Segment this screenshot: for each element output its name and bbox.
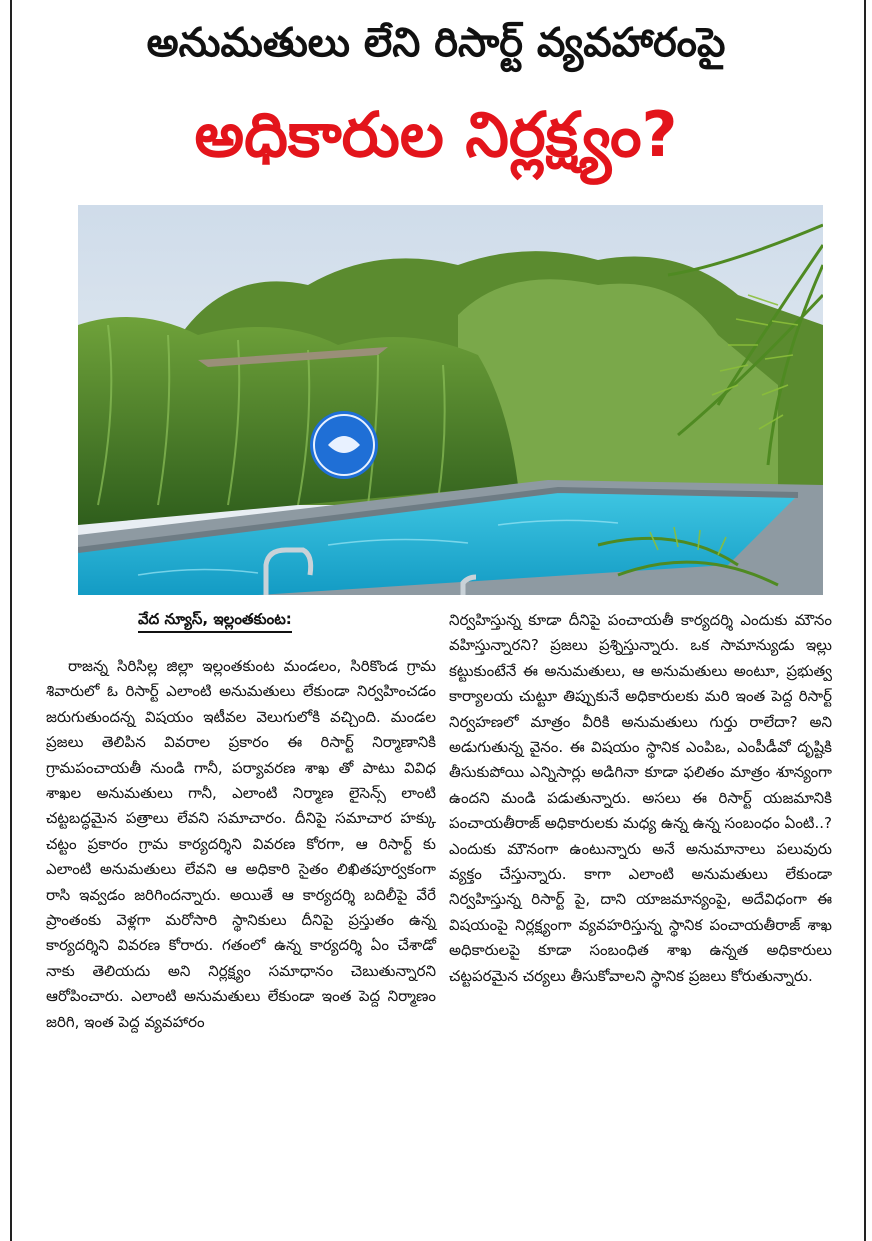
article-body-left-column: రాజన్న సిరిసిల్ల జిల్లా ఇల్లంతకుంట మండలం, సిరికొండ గ్రామ శివారులో ఓ రిసార్ట్ ఎలాంటి అనుమతులు లేకుండా నిర్వహించడం జరుగుతుందన్న విషయం ఇటీవల వెలుగులోకి వచ్చింది. మండల ప్రజలు తెలిపిన వివరాల ప్రకారం ఈ రిసార్ట్ నిర్మాణానికి గ్రామపంచాయతీ నుండి గానీ, పర్యావరణ శాఖ తో పాటు వివిధ శాఖల అనుమతులు గానీ, ఎలాంటి నిర్మాణ లైసెన్స్ లాంటి చట్టబద్ధమైన పత్రాలు లేవని సమాచారం. దీనిపై సమాచార హక్కు చట్టం ప్రకారం గ్రామ కార్యదర్శిని వివరణ కోరగా, ఆ రిసార్ట్ కు ఎలాంటి అనుమతులు లేవని ఆ అధికారి సైతం లిఖితపూర్వకంగా రాసి ఇవ్వడం జరిగిందన్నారు. అయితే ఆ కార్యదర్శి బదిలీపై వేరే ప్రాంతంకు వెళ్లగా మరోసారి స్థానికులు దీనిపై ప్రస్తుతం ఉన్న కార్యదర్శిని వివరణ కోరారు. గతంలో ఉన్న కార్యదర్శి ఏం చేశాడో నాకు తెలియదు అని నిర్లక్ష్యం సమాధానం చెబుతున్నారని ఆరోపించారు. ఎలాంటి అనుమతులు లేకుండా ఇంత పెద్ద నిర్మాణం జరిగి, ఇంత పెద్ద వ్యవహారం [46,657,436,1031]
article-kicker: అనుమతులు లేని రిసార్ట్ వ్యవహారంపై [146,20,726,66]
resort-pool-photo [78,205,823,595]
article-body-right-column: నిర్వహిస్తున్న కూడా దీనిపై పంచాయతీ కార్యదర్శి ఎందుకు మౌనం వహిస్తున్నారని? ప్రజలు ప్రశ్నిస్తున్నారు. ఒక సామాన్యుడు ఇల్లు కట్టుకుంటేనే ఈ అనుమతులు, ఆ అనుమతులు అంటూ, ప్రభుత్వ కార్యాలయ చుట్టూ తిప్పుకునే అధికారులకు మరి ఇంత పెద్ద రిసార్ట్ నిర్వహణలో మాత్రం వీరికి అనుమతులు గుర్తు రాలేదా? అని అడుగుతున్న వైనం. ఈ విషయం స్థానిక ఎంపిఒ, ఎంపీడీవో దృష్టికి తీసుకుపోయి ఎన్నిసార్లు అడిగినా కూడా ఫలితం మాత్రం శూన్యంగా ఉందని మండి పడుతున్నారు. అసలు ఈ రిసార్ట్ యజమానికి పంచాయతీరాజ్ అధికారులకు మధ్య ఉన్న ఉన్న సంబంధం ఏంటి..? ఎందుకు మౌనంగా ఉంటున్నారు అనే అనుమానాలు పలువురు వ్యక్తం చేస్తున్నారు. కాగా ఎలాంటి అనుమతులు లేకుండా నిర్వహిస్తున్న రిసార్ట్ పై, దాని యాజమాన్యంపై, అదేవిధంగా ఈ విషయంపై నిర్లక్ష్యంగా వ్యవహరిస్తున్న స్థానిక పంచాయతీరాజ్ శాఖ అధికారులపై కూడా సంబంధిత శాఖ ఉన్నత అధికారులు చట్టపరమైన చర్యలు తీసుకోవాలని స్థానిక ప్రజలు కోరుతున్నారు. [449,611,832,985]
article-byline: వేద న్యూస్, ఇల్లంతకుంట: [138,608,292,633]
article-headline: అధికారుల నిర్లక్ష్యం? [194,98,678,171]
pool-illustration [78,205,823,595]
